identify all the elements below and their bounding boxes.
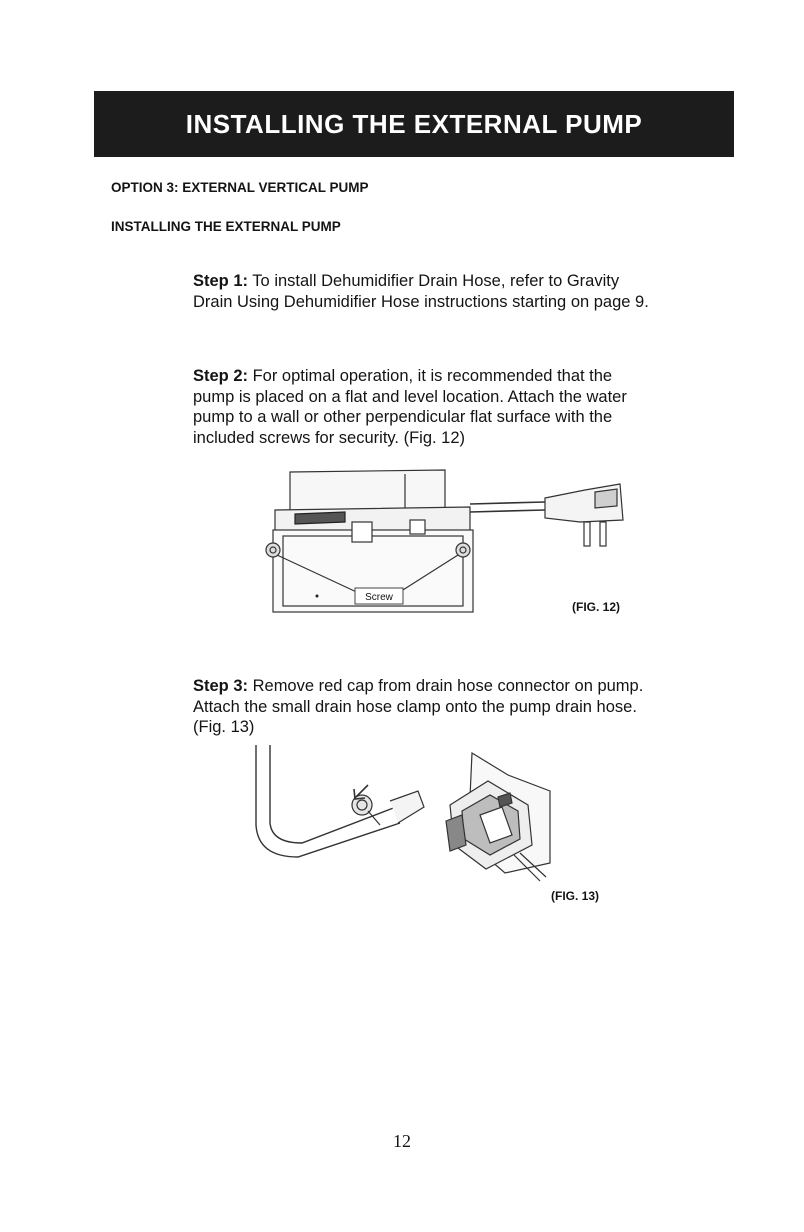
step-1-label: Step 1: <box>193 272 249 290</box>
option-title: OPTION 3: EXTERNAL VERTICAL PUMP <box>111 180 369 195</box>
screw-label: Screw <box>365 592 393 603</box>
section-subtitle: INSTALLING THE EXTERNAL PUMP <box>111 219 341 234</box>
figure-13-hose-clamp-illustration <box>250 745 560 885</box>
page-header-banner <box>94 91 734 157</box>
step-2 <box>193 366 653 448</box>
step-2-label: Step 2: <box>193 367 249 385</box>
step-1-text: To install Dehumidifier Drain Hose, refer to Gravity Drain Using Dehumidifier Hose instructions starting on page 9. <box>193 272 649 311</box>
step-2-text: For optimal operation, it is recommended that the pump is placed on a flat and level location. Attach the water pump to a wall or other perpendicular flat surface with the included screws for security. (Fig. 12) <box>193 367 627 447</box>
figure-12-caption: (FIG. 12) <box>572 600 621 614</box>
step-3-text: Remove red cap from drain hose connector on pump. Attach the small drain hose clamp onto the pump drain hose. (Fig. 13) <box>193 677 644 736</box>
page-number: 12 <box>393 1131 411 1151</box>
step-3 <box>193 676 653 738</box>
step-3-label: Step 3: <box>193 677 249 695</box>
step-1 <box>193 271 653 312</box>
page-title: INSTALLING THE EXTERNAL PUMP <box>185 108 643 139</box>
figure-12-pump-illustration <box>255 462 635 622</box>
figure-13-caption: (FIG. 13) <box>551 889 600 903</box>
